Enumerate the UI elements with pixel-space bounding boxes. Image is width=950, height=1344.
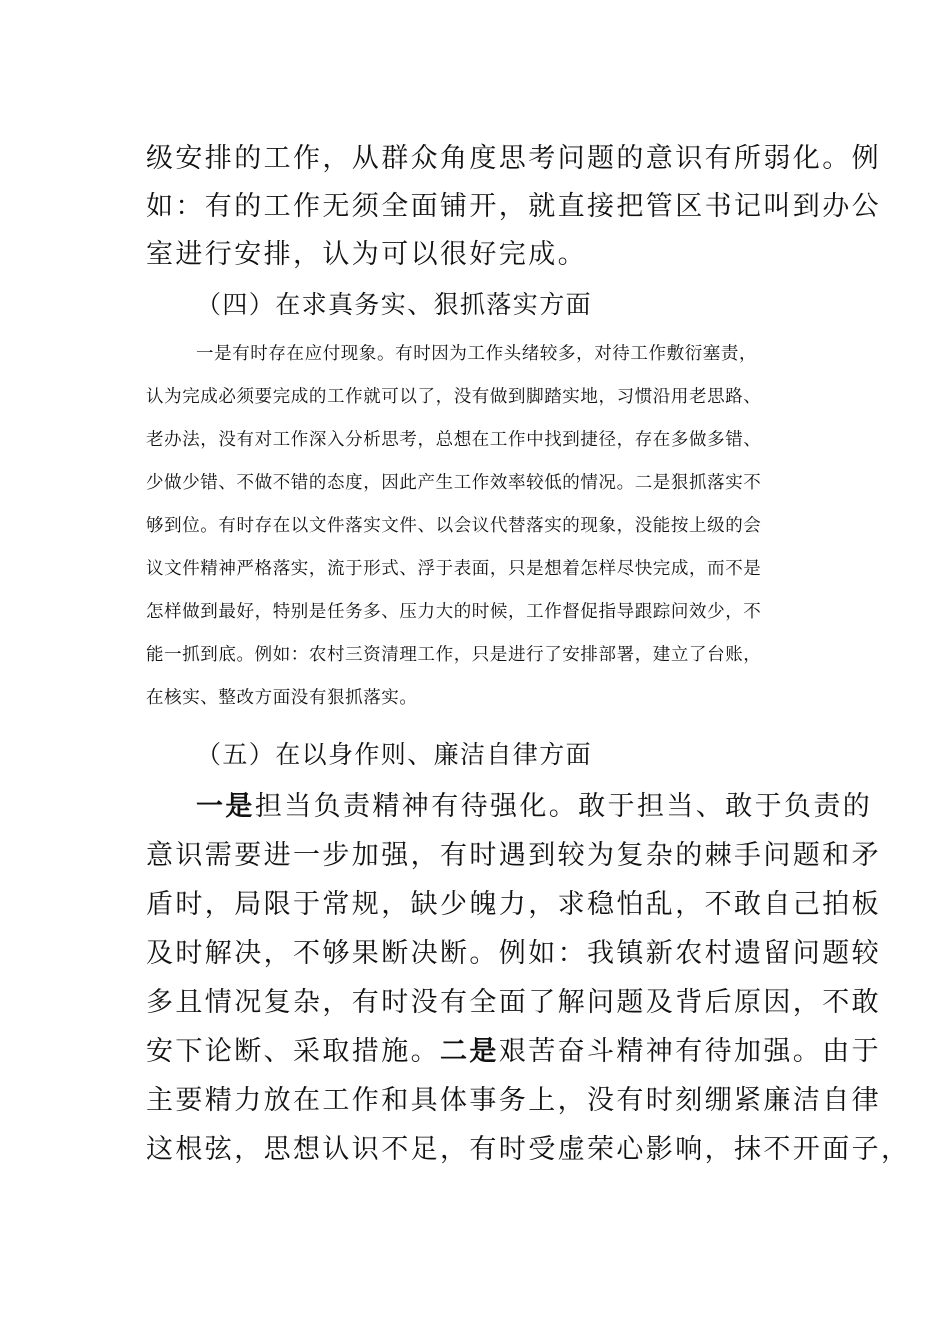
paragraph-line: 议文件精神严格落实，流于形式、浮于表面，只是想着怎样尽快完成，而不是 (146, 559, 762, 579)
section-heading-5: （五）在以身作则、廉洁自律方面 (196, 740, 593, 769)
paragraph-line: 意识需要进一步加强，有时遇到较为复杂的棘手问题和矛 (146, 840, 881, 871)
paragraph-line: 老办法，没有对工作深入分析思考，总想在工作中找到捷径，存在多做多错、 (146, 430, 762, 450)
paragraph-text: 担当负责精神有待强化。敢于担当、敢于负责的 (254, 791, 873, 822)
paragraph-line: 盾时，局限于常规，缺少魄力，求稳怕乱，不敢自己拍板 (146, 889, 881, 920)
paragraph-text: 安下论断、采取措施。 (146, 1036, 440, 1067)
paragraph-line: 级安排的工作，从群众角度思考问题的意识有所弱化。例 (146, 143, 881, 174)
paragraph-line (146, 1029, 881, 1068)
paragraph-text: 艰苦奋斗精神有待加强。由于 (498, 1036, 882, 1067)
paragraph-line: 主要精力放在工作和具体事务上，没有时刻绷紧廉洁自律 (146, 1085, 881, 1116)
paragraph-line: 在核实、整改方面没有狠抓落实。 (146, 688, 418, 708)
paragraph-line: 怎样做到最好，特别是任务多、压力大的时候，工作督促指导跟踪问效少，不 (146, 602, 762, 622)
section-heading-4: （四）在求真务实、狠抓落实方面 (196, 290, 593, 319)
emphasis-text: 一是 (196, 791, 255, 822)
paragraph-line (196, 784, 872, 823)
emphasis-text: 二是 (440, 1036, 499, 1067)
paragraph-line: 及时解决，不够果断决断。例如：我镇新农村遗留问题较 (146, 938, 881, 969)
paragraph-line: 如：有的工作无须全面铺开，就直接把管区书记叫到办公 (146, 191, 881, 222)
paragraph-line: 多且情况复杂，有时没有全面了解问题及背后原因，不敢 (146, 987, 881, 1018)
paragraph-line: 能一抓到底。例如：农村三资清理工作，只是进行了安排部署，建立了台账， (146, 645, 762, 665)
paragraph-line: 一是有时存在应付现象。有时因为工作头绪较多，对待工作敷衍塞责， (196, 344, 758, 364)
paragraph-line: 认为完成必须要完成的工作就可以了，没有做到脚踏实地，习惯沿用老思路、 (146, 387, 762, 407)
paragraph-line: 室进行安排，认为可以很好完成。 (146, 239, 587, 270)
paragraph-line: 这根弦，思想认识不足，有时受虚荣心影响，抹不开面子， (146, 1134, 911, 1165)
paragraph-line: 少做少错、不做不错的态度，因此产生工作效率较低的情况。二是狠抓落实不 (146, 473, 762, 493)
paragraph-line: 够到位。有时存在以文件落实文件、以会议代替落实的现象，没能按上级的会 (146, 516, 762, 536)
